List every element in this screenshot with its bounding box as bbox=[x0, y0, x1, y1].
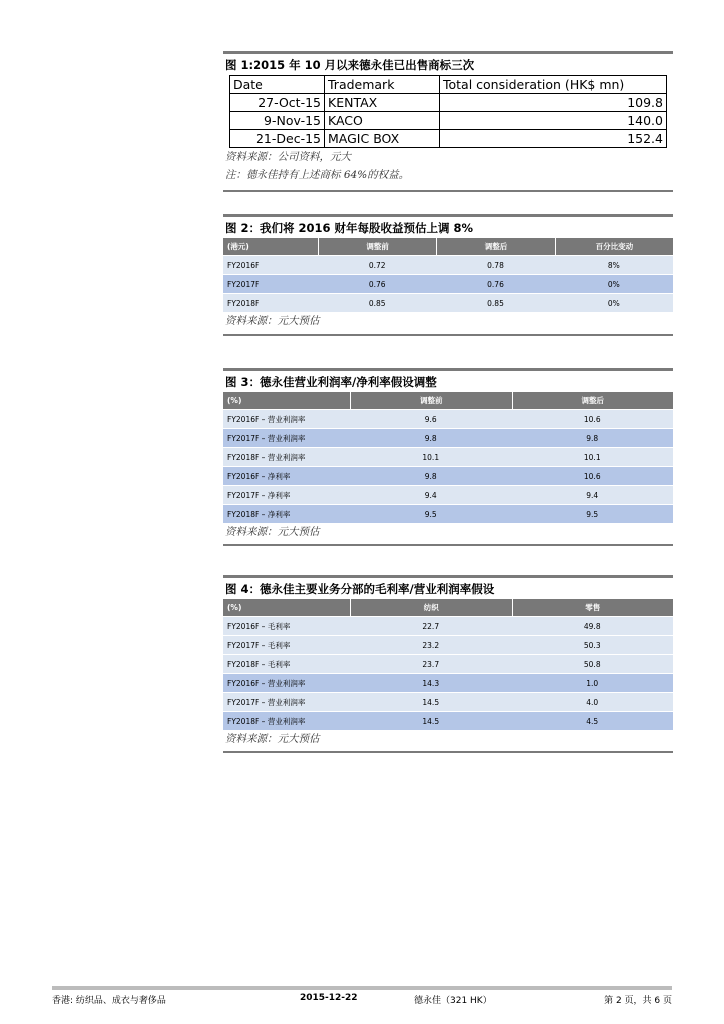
eps-forecast-table bbox=[223, 238, 673, 312]
header-unit: (%) bbox=[223, 392, 350, 409]
figure-4-title: 图 4：德永佳主要业务分部的毛利率/营业利润率假设 bbox=[225, 582, 495, 596]
cell-after: 9.5 bbox=[512, 504, 674, 523]
figure-3 bbox=[223, 368, 673, 546]
cell-after: 0.76 bbox=[436, 274, 554, 293]
cell-retail: 50.8 bbox=[512, 654, 674, 673]
cell-textile: 23.7 bbox=[350, 654, 512, 673]
header-before: 调整前 bbox=[318, 238, 436, 255]
cell-label: FY2018F – 营业利润率 bbox=[223, 447, 350, 466]
cell-year: FY2018F bbox=[223, 293, 318, 312]
footer-row bbox=[52, 993, 672, 1009]
cell-textile: 22.7 bbox=[350, 616, 512, 635]
cell-textile: 23.2 bbox=[350, 635, 512, 654]
footer-page-number: 第 2 页，共 6 页 bbox=[604, 996, 672, 1006]
footer-date: 2015-12-22 bbox=[300, 993, 358, 1003]
table-row bbox=[223, 635, 673, 654]
cell-label: FY2016F – 净利率 bbox=[223, 466, 350, 485]
header-trademark: Trademark bbox=[325, 76, 440, 94]
table-row bbox=[223, 711, 673, 730]
figure-3-source: 资料来源：元大预估 bbox=[225, 526, 320, 538]
cell-date: 27-Oct-15 bbox=[230, 94, 325, 112]
cell-label: FY2018F – 营业利润率 bbox=[223, 711, 350, 730]
table-row bbox=[223, 466, 673, 485]
cell-retail: 4.5 bbox=[512, 711, 674, 730]
header-unit: (%) bbox=[223, 599, 350, 616]
table-row bbox=[223, 692, 673, 711]
cell-after: 10.6 bbox=[512, 409, 674, 428]
header-before: 调整前 bbox=[350, 392, 512, 409]
header-retail: 零售 bbox=[512, 599, 674, 616]
figure-2-source: 资料来源：元大预估 bbox=[225, 315, 320, 327]
table-header-row bbox=[223, 392, 673, 409]
cell-trademark: KACO bbox=[325, 112, 440, 130]
cell-before: 9.6 bbox=[350, 409, 512, 428]
cell-date: 21-Dec-15 bbox=[230, 130, 325, 148]
table-header-row bbox=[223, 599, 673, 616]
cell-label: FY2017F – 营业利润率 bbox=[223, 428, 350, 447]
cell-trademark: KENTAX bbox=[325, 94, 440, 112]
table-row bbox=[223, 293, 673, 312]
cell-before: 9.4 bbox=[350, 485, 512, 504]
table-row bbox=[223, 673, 673, 692]
figure-3-bottom-rule bbox=[223, 544, 673, 546]
cell-label: FY2016F – 营业利润率 bbox=[223, 673, 350, 692]
cell-label: FY2017F – 净利率 bbox=[223, 485, 350, 504]
cell-consideration: 140.0 bbox=[440, 112, 667, 130]
cell-after: 0.85 bbox=[436, 293, 554, 312]
cell-before: 0.76 bbox=[318, 274, 436, 293]
table-row bbox=[223, 428, 673, 447]
cell-retail: 49.8 bbox=[512, 616, 674, 635]
cell-consideration: 109.8 bbox=[440, 94, 667, 112]
footer-company: 德永佳（321 HK） bbox=[414, 996, 492, 1006]
table-row bbox=[223, 409, 673, 428]
table-header-row bbox=[230, 76, 667, 94]
cell-label: FY2016F – 毛利率 bbox=[223, 616, 350, 635]
cell-textile: 14.5 bbox=[350, 692, 512, 711]
cell-after: 0.78 bbox=[436, 255, 554, 274]
figure-1-source: 资料来源：公司资料，元大 bbox=[225, 151, 351, 163]
cell-textile: 14.5 bbox=[350, 711, 512, 730]
table-row bbox=[223, 255, 673, 274]
header-after: 调整后 bbox=[512, 392, 674, 409]
cell-change: 8% bbox=[555, 255, 673, 274]
figure-1 bbox=[223, 51, 673, 192]
figure-4 bbox=[223, 575, 673, 753]
table-row bbox=[230, 130, 667, 148]
header-textile: 纺织 bbox=[350, 599, 512, 616]
table-header-row bbox=[223, 238, 673, 255]
figure-2-title: 图 2：我们将 2016 财年每股收益预估上调 8% bbox=[225, 221, 474, 235]
cell-after: 9.4 bbox=[512, 485, 674, 504]
figure-3-title: 图 3：德永佳营业利润率/净利率假设调整 bbox=[225, 375, 437, 389]
cell-label: FY2017F – 营业利润率 bbox=[223, 692, 350, 711]
cell-date: 9-Nov-15 bbox=[230, 112, 325, 130]
cell-retail: 1.0 bbox=[512, 673, 674, 692]
cell-change: 0% bbox=[555, 274, 673, 293]
footer-rule bbox=[52, 986, 672, 990]
figure-2-bottom-rule bbox=[223, 334, 673, 336]
cell-retail: 4.0 bbox=[512, 692, 674, 711]
cell-after: 10.6 bbox=[512, 466, 674, 485]
cell-before: 9.5 bbox=[350, 504, 512, 523]
header-date: Date bbox=[230, 76, 325, 94]
cell-before: 0.72 bbox=[318, 255, 436, 274]
header-consideration: Total consideration (HK$ mn) bbox=[440, 76, 667, 94]
cell-year: FY2017F bbox=[223, 274, 318, 293]
cell-year: FY2016F bbox=[223, 255, 318, 274]
cell-before: 9.8 bbox=[350, 428, 512, 447]
table-row bbox=[223, 485, 673, 504]
cell-retail: 50.3 bbox=[512, 635, 674, 654]
figure-1-title: 图 1:2015 年 10 月以来德永佳已出售商标三次 bbox=[225, 58, 475, 72]
cell-textile: 14.3 bbox=[350, 673, 512, 692]
table-row bbox=[223, 616, 673, 635]
cell-label: FY2018F – 毛利率 bbox=[223, 654, 350, 673]
table-row bbox=[223, 654, 673, 673]
figure-2 bbox=[223, 214, 673, 336]
header-unit: (港元) bbox=[223, 238, 318, 255]
cell-before: 9.8 bbox=[350, 466, 512, 485]
figure-4-source: 资料来源：元大预估 bbox=[225, 733, 320, 745]
trademark-sales-table bbox=[229, 75, 667, 148]
table-row bbox=[223, 274, 673, 293]
table-row bbox=[223, 504, 673, 523]
table-row bbox=[230, 94, 667, 112]
figure-1-bottom-rule bbox=[223, 190, 673, 192]
figure-1-note: 注：德永佳持有上述商标 64%的权益。 bbox=[225, 169, 410, 181]
footer-sector: 香港: 纺织品、成衣与奢侈品 bbox=[52, 996, 166, 1006]
cell-label: FY2018F – 净利率 bbox=[223, 504, 350, 523]
cell-consideration: 152.4 bbox=[440, 130, 667, 148]
cell-before: 0.85 bbox=[318, 293, 436, 312]
cell-trademark: MAGIC BOX bbox=[325, 130, 440, 148]
cell-label: FY2017F – 毛利率 bbox=[223, 635, 350, 654]
header-after: 调整后 bbox=[436, 238, 554, 255]
table-row bbox=[230, 112, 667, 130]
cell-label: FY2016F – 营业利润率 bbox=[223, 409, 350, 428]
header-change: 百分比变动 bbox=[555, 238, 673, 255]
cell-after: 9.8 bbox=[512, 428, 674, 447]
cell-before: 10.1 bbox=[350, 447, 512, 466]
figure-4-bottom-rule bbox=[223, 751, 673, 753]
page-footer bbox=[52, 986, 672, 1009]
segment-margin-table bbox=[223, 599, 673, 730]
margin-assumption-table bbox=[223, 392, 673, 523]
table-row bbox=[223, 447, 673, 466]
cell-after: 10.1 bbox=[512, 447, 674, 466]
cell-change: 0% bbox=[555, 293, 673, 312]
